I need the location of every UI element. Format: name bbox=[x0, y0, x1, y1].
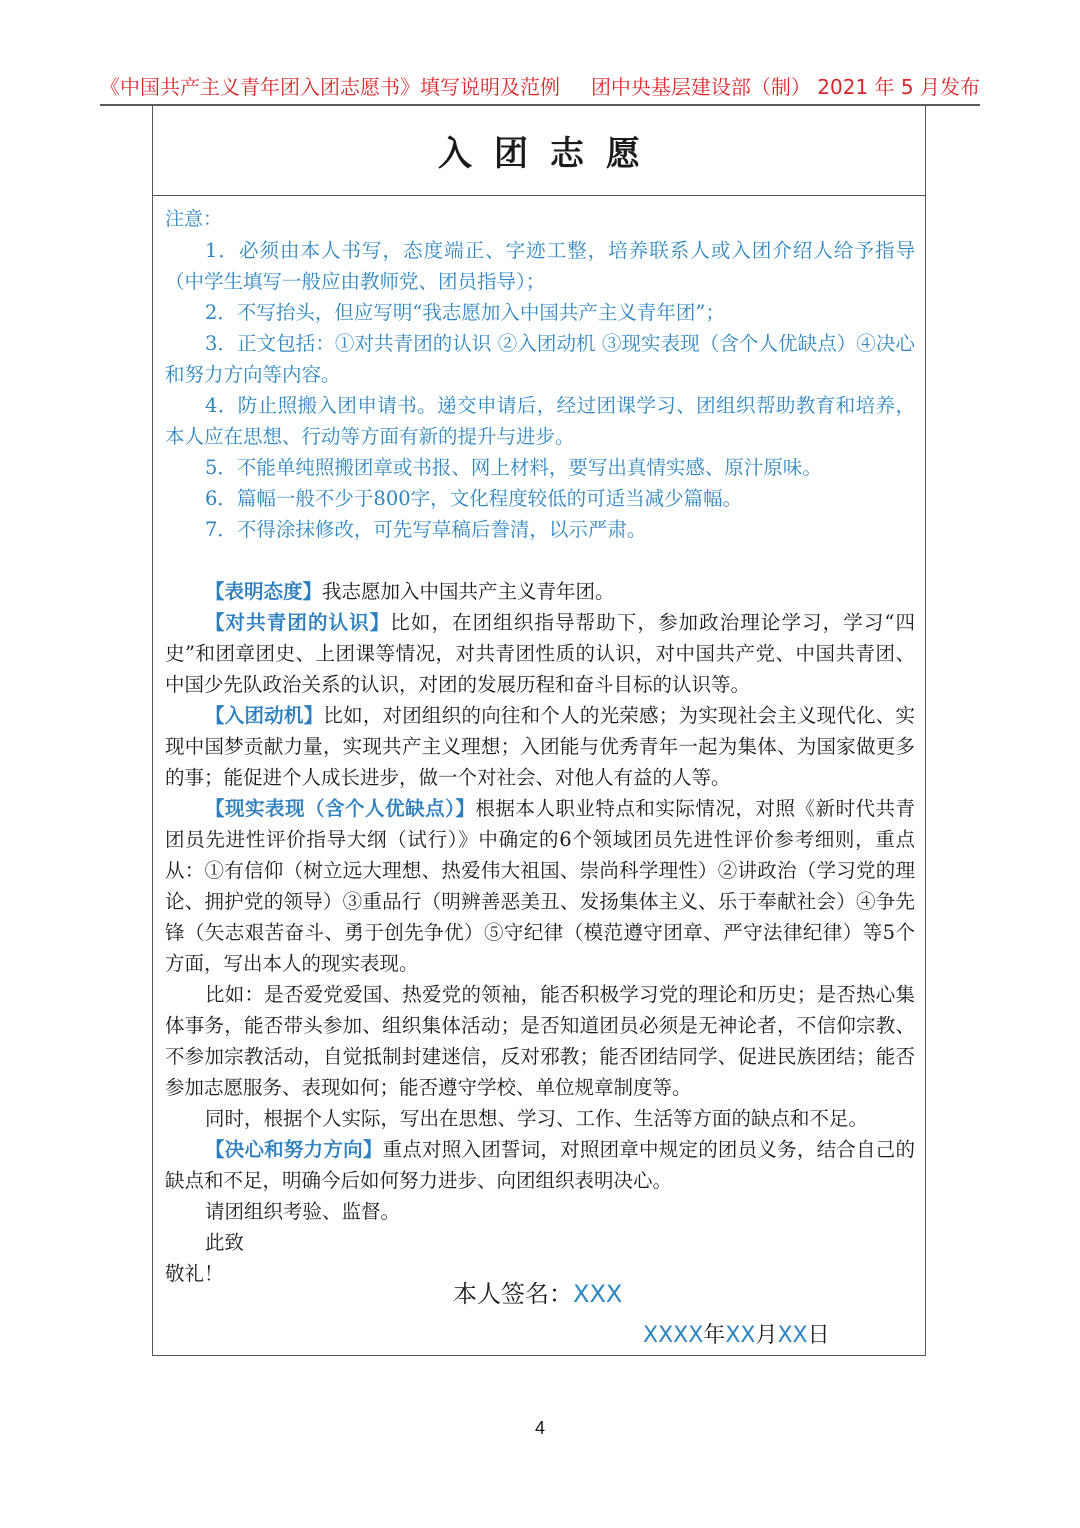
notice-item-3: 3．正文包括：①对共青团的认识 ②入团动机 ③现实表现（含个人优缺点）④决心和努力方向等内容。 bbox=[165, 332, 915, 386]
title-row bbox=[153, 106, 925, 196]
section-attitude bbox=[165, 576, 915, 607]
form-body bbox=[153, 196, 925, 1289]
notice-item-4: 4．防止照搬入团申请书。递交申请后，经过团课学习、团组织帮助教育和培养，本人应在思想、行动等方面有新的提升与进步。 bbox=[165, 394, 915, 448]
spacer bbox=[165, 545, 915, 576]
form-title: 入团志愿 bbox=[438, 134, 662, 174]
document-header bbox=[100, 68, 980, 102]
date-year: XXXX bbox=[643, 1323, 704, 1348]
section-performance bbox=[165, 793, 915, 979]
form-box bbox=[152, 106, 926, 1356]
header-right-issuer: 团中央基层建设部（制） 2021 年 5 月发布 bbox=[590, 74, 980, 99]
date-month-unit: 月 bbox=[755, 1323, 778, 1348]
notice-item-6: 6．篇幅一般不少于800字，文化程度较低的可适当减少篇幅。 bbox=[205, 487, 743, 510]
signature-label: 本人签名： bbox=[453, 1280, 573, 1308]
closing-zhizhi: 此致 bbox=[205, 1231, 245, 1254]
date-line bbox=[643, 1318, 830, 1349]
section-tag: 【表明态度】 bbox=[205, 580, 323, 603]
section-tag: 【对共青团的认识】 bbox=[205, 611, 391, 634]
shortcoming-paragraph: 同时，根据个人实际，写出在思想、学习、工作、生活等方面的缺点和不足。 bbox=[205, 1107, 869, 1130]
closing-jingli: 敬礼！ bbox=[165, 1262, 224, 1285]
signature-line bbox=[453, 1274, 622, 1309]
notice-item-1: 1．必须由本人书写，态度端正、字迹工整，培养联系人或入团介绍人给予指导（中学生填写一般应由教师党、团员指导）； bbox=[165, 239, 915, 293]
notice-label: 注意： bbox=[165, 208, 223, 230]
section-text: 根据本人职业特点和实际情况，对照《新时代共青团员先进性评价指导大纲（试行）》中确定的6个领域团员先进性评价参考细则，重点从：①有信仰（树立远大理想、热爱伟大祖国、崇尚科学理性）②讲政治（学习党的理论、拥护党的领导）③重品行（明辨善恶美丑、发扬集体主义、乐于奉献社会）④争先锋（矢志艰苦奋斗、勇于创先争优）⑤守纪律（模范遵守团章、严守法律纪律）等5个方面，写出本人的现实表现。 bbox=[165, 797, 915, 975]
page-number: 4 bbox=[534, 1418, 545, 1438]
header-left-title: 《中国共产主义青年团入团志愿书》填写说明及范例 bbox=[100, 74, 560, 99]
notice-item-7: 7．不得涂抹修改，可先写草稿后誊清，以示严肃。 bbox=[205, 518, 647, 541]
section-motivation bbox=[165, 700, 915, 793]
section-tag: 【入团动机】 bbox=[205, 704, 324, 727]
date-year-unit: 年 bbox=[703, 1323, 726, 1348]
section-text: 比如，对团组织的向往和个人的光荣感；为实现社会主义现代化、实现中国梦贡献力量，实现共产主义理想；入团能与优秀青年一起为集体、为国家做更多的事；能促进个人成长进步，做一个对社会、对他人有益的人等。 bbox=[165, 704, 915, 789]
date-day-unit: 日 bbox=[807, 1323, 830, 1348]
date-day: XX bbox=[777, 1323, 808, 1348]
section-resolve bbox=[165, 1134, 915, 1196]
section-text: 我志愿加入中国共产主义青年团。 bbox=[322, 580, 615, 603]
example-paragraph: 比如：是否爱党爱国、热爱党的领袖，能否积极学习党的理论和历史；是否热心集体事务，能否带头参加、组织集体活动；是否知道团员必须是无神论者，不信仰宗教、不参加宗教活动，自觉抵制封建迷信，反对邪教；能否团结同学、促进民族团结；能否参加志愿服务、表现如何；能否遵守学校、单位规章制度等。 bbox=[165, 983, 915, 1099]
section-tag: 【决心和努力方向】 bbox=[205, 1138, 383, 1161]
notice-item-2: 2．不写抬头，但应写明“我志愿加入中国共产主义青年团”； bbox=[205, 301, 725, 324]
closing-request: 请团组织考验、监督。 bbox=[205, 1200, 401, 1223]
section-understanding bbox=[165, 607, 915, 700]
notice-item-5: 5．不能单纯照搬团章或书报、网上材料，要写出真情实感、原汁原味。 bbox=[205, 456, 822, 479]
section-tag: 【现实表现（含个人优缺点）】 bbox=[205, 797, 476, 820]
section-text: 重点对照入团誓词，对照团章中规定的团员义务，结合自己的缺点和不足，明确今后如何努力进步、向团组织表明决心。 bbox=[165, 1138, 915, 1192]
date-month: XX bbox=[725, 1323, 756, 1348]
section-text: 比如，在团组织指导帮助下，参加政治理论学习，学习“四史”和团章团史、上团课等情况，对共青团性质的认识，对中国共产党、中国共青团、中国少先队政治关系的认识，对团的发展历程和奋斗目标的认识等。 bbox=[165, 611, 915, 696]
signature-value: XXX bbox=[573, 1280, 623, 1308]
